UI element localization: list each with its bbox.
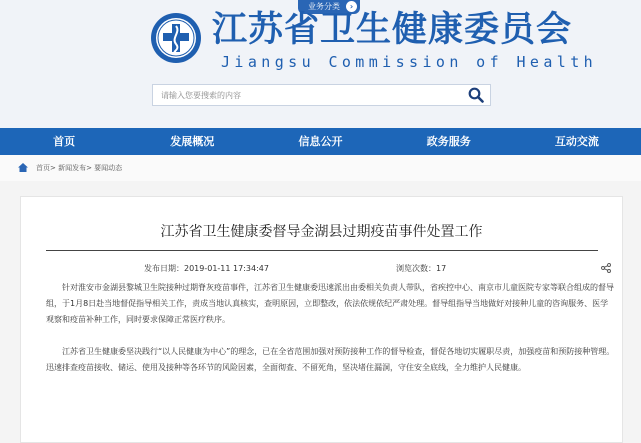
search-bar: [152, 84, 491, 106]
breadcrumb-text[interactable]: 首页> 新闻发布> 要闻动态: [36, 164, 123, 172]
title-divider: [46, 250, 598, 251]
nav-item-development[interactable]: 发展概况: [170, 135, 215, 148]
home-icon[interactable]: [18, 163, 28, 172]
chevron-right-icon: ›: [346, 1, 357, 12]
view-count: 浏览次数：17: [396, 264, 447, 273]
search-icon[interactable]: [468, 87, 484, 103]
nav-item-public-info[interactable]: 信息公开: [298, 135, 343, 148]
main-nav: [0, 128, 641, 155]
article-title: 江苏省卫生健康委督导金湖县过期疫苗事件处置工作: [160, 224, 483, 240]
article-card: [20, 196, 623, 443]
nav-item-gov-services[interactable]: 政务服务: [426, 135, 471, 148]
search-input[interactable]: [153, 85, 461, 105]
emblem-icon[interactable]: [150, 12, 202, 64]
nav-item-interaction[interactable]: 互动交流: [554, 135, 599, 148]
article-paragraph: 针对淮安市金湖县黎城卫生院接种过期脊灰疫苗事件，江苏省卫生健康委迅速派出由委相关负责人带队，省疾控中心、南京市儿童医院专家等联合组成的督导组，于1月8日赴当地督促指导相关工作，责成当地认真核实，查明原因，立即整改，依法依规依纪严肃处理。督导组指导当地做好对接种儿童的咨询服务、医学观察和疫苗补种工作，同时要求保障正常医疗秩序。: [46, 283, 614, 324]
article-paragraph: 江苏省卫生健康委坚决践行“以人民健康为中心”的理念，已在全省范围加强对预防接种工作的督导检查，督促各地切实履职尽责，加强疫苗和预防接种管理。迅速排查疫苗接收、储运、使用及接种等各环节的风险因素，全面彻查、不留死角，坚决堵住漏洞，守住安全底线，全力维护人民健康。: [46, 347, 615, 372]
breadcrumb: [0, 155, 641, 181]
site-subtitle: Jiangsu Commission of Health: [221, 53, 598, 71]
site-header: [0, 0, 641, 128]
share-icon[interactable]: [601, 263, 611, 273]
category-badge-label: 业务分类: [308, 2, 340, 11]
site-title[interactable]: 江苏省卫生健康委员会: [212, 10, 573, 50]
nav-item-home[interactable]: 首页: [53, 135, 76, 148]
publish-date: 发布日期：2019-01-11 17:34:47: [144, 264, 269, 273]
